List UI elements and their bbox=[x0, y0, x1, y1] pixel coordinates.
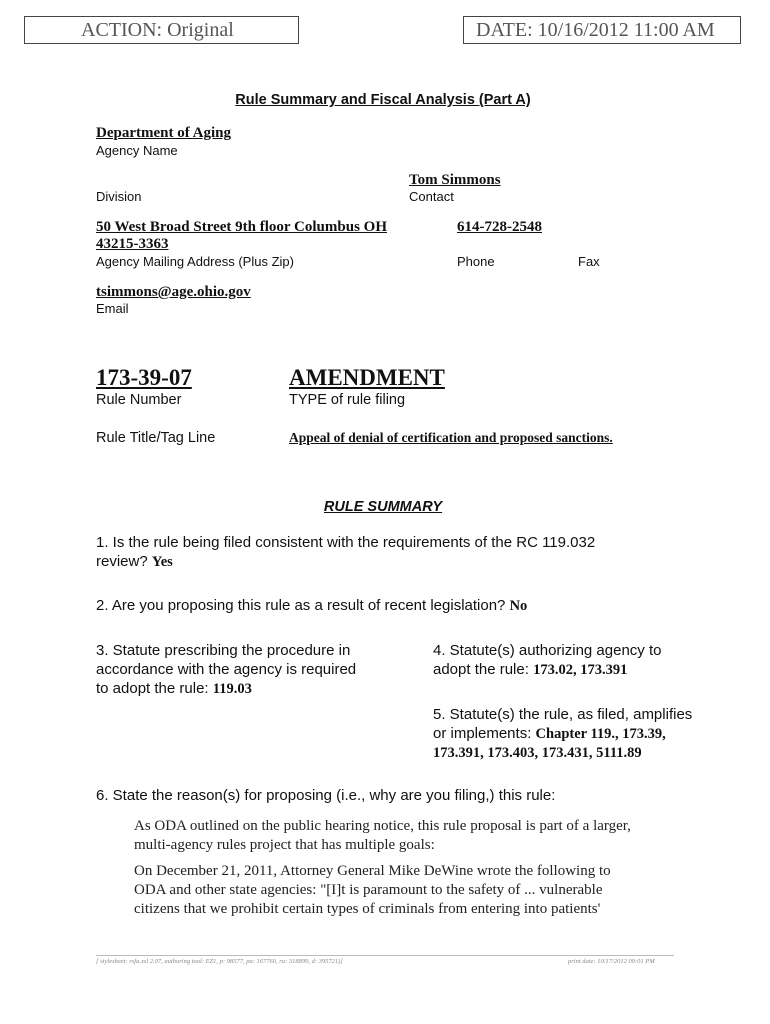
division-label: Division bbox=[96, 189, 142, 204]
question-1 bbox=[96, 533, 696, 572]
question-4 bbox=[433, 641, 753, 680]
reason-paragraph-1-line-2: multi-agency rules project that has multiple goals: bbox=[134, 837, 435, 853]
rule-number-label: Rule Number bbox=[96, 392, 182, 408]
footer-metadata: [ stylesheet: rsfa.xsl 2.07, authoring tool: EZ1, p: 98577, pa: 167760, ra: 318899, d: 395721)] bbox=[96, 958, 343, 965]
phone-label: Phone bbox=[457, 254, 495, 269]
address-line-1: 50 West Broad Street 9th floor Columbus OH bbox=[96, 219, 387, 235]
page-title: Rule Summary and Fiscal Analysis (Part A) bbox=[235, 92, 531, 108]
email-address: tsimmons@age.ohio.gov bbox=[96, 284, 251, 300]
rule-title: Appeal of denial of certification and proposed sanctions. bbox=[289, 430, 613, 445]
question-3-line-1: 3. Statute prescribing the procedure in bbox=[96, 642, 351, 659]
rule-title-label: Rule Title/Tag Line bbox=[96, 430, 216, 446]
action-text: ACTION: Original bbox=[81, 19, 234, 41]
question-4-text: adopt the rule: bbox=[433, 661, 529, 678]
rule-summary-heading: RULE SUMMARY bbox=[323, 499, 443, 515]
contact-label: Contact bbox=[409, 189, 454, 204]
date-box bbox=[463, 16, 741, 44]
email-label: Email bbox=[96, 301, 129, 316]
question-5-line-2 bbox=[433, 724, 753, 744]
fax-label: Fax bbox=[578, 254, 600, 269]
question-3-text: to adopt the rule: bbox=[96, 680, 209, 697]
agency-name: Department of Aging bbox=[96, 125, 231, 141]
action-box bbox=[24, 16, 299, 44]
agency-name-label: Agency Name bbox=[96, 143, 178, 158]
reason-paragraph-2-line-2: ODA and other state agencies: "[I]t is paramount to the safety of ... vulnerable bbox=[134, 882, 603, 898]
question-1-text: review? bbox=[96, 553, 148, 570]
reason-paragraph-2-line-1: On December 21, 2011, Attorney General Mike DeWine wrote the following to bbox=[134, 863, 611, 879]
question-3-line-3 bbox=[96, 679, 416, 699]
contact-name: Tom Simmons bbox=[409, 172, 501, 188]
question-5-answer-2: 173.391, 173.403, 173.431, 5111.89 bbox=[433, 745, 642, 761]
question-1-line-2 bbox=[96, 552, 696, 572]
question-4-line-2 bbox=[433, 660, 753, 680]
address-line-2: 43215-3363 bbox=[96, 236, 169, 252]
address-label: Agency Mailing Address (Plus Zip) bbox=[96, 254, 294, 269]
question-3-answer: 119.03 bbox=[212, 681, 252, 697]
date-text: DATE: 10/16/2012 11:00 AM bbox=[476, 19, 715, 41]
question-5-text: or implements: bbox=[433, 725, 532, 742]
question-4-answer: 173.02, 173.391 bbox=[533, 662, 628, 678]
question-2 bbox=[96, 596, 716, 616]
phone-number: 614-728-2548 bbox=[457, 219, 542, 235]
question-5 bbox=[433, 705, 753, 763]
footer-print-date: print date: 10/17/2012 09:01 PM bbox=[568, 958, 655, 965]
question-4-line-1: 4. Statute(s) authorizing agency to bbox=[433, 642, 662, 659]
reason-paragraph-1 bbox=[134, 817, 734, 855]
rule-number: 173-39-07 bbox=[96, 365, 192, 390]
reason-paragraph-2 bbox=[134, 862, 734, 919]
question-3 bbox=[96, 641, 416, 699]
question-1-answer: Yes bbox=[151, 554, 173, 570]
reason-paragraph-2-line-3: citizens that we prohibit certain types of criminals from entering into patients' bbox=[134, 901, 601, 917]
question-5-line-1: 5. Statute(s) the rule, as filed, amplifies bbox=[433, 706, 693, 723]
rule-type: AMENDMENT bbox=[289, 365, 445, 390]
reason-paragraph-1-line-1: As ODA outlined on the public hearing notice, this rule proposal is part of a larger, bbox=[134, 818, 631, 834]
footer-divider bbox=[96, 955, 674, 956]
question-2-text: 2. Are you proposing this rule as a result of recent legislation? bbox=[96, 597, 506, 614]
question-5-answer-1: Chapter 119., 173.39, bbox=[535, 726, 666, 742]
question-2-answer: No bbox=[509, 598, 528, 614]
question-3-line-2: accordance with the agency is required bbox=[96, 661, 357, 678]
rule-type-label: TYPE of rule filing bbox=[289, 392, 406, 408]
question-1-line-1: 1. Is the rule being filed consistent with the requirements of the RC 119.032 bbox=[96, 534, 596, 551]
question-6: 6. State the reason(s) for proposing (i.e., why are you filing,) this rule: bbox=[96, 787, 556, 804]
